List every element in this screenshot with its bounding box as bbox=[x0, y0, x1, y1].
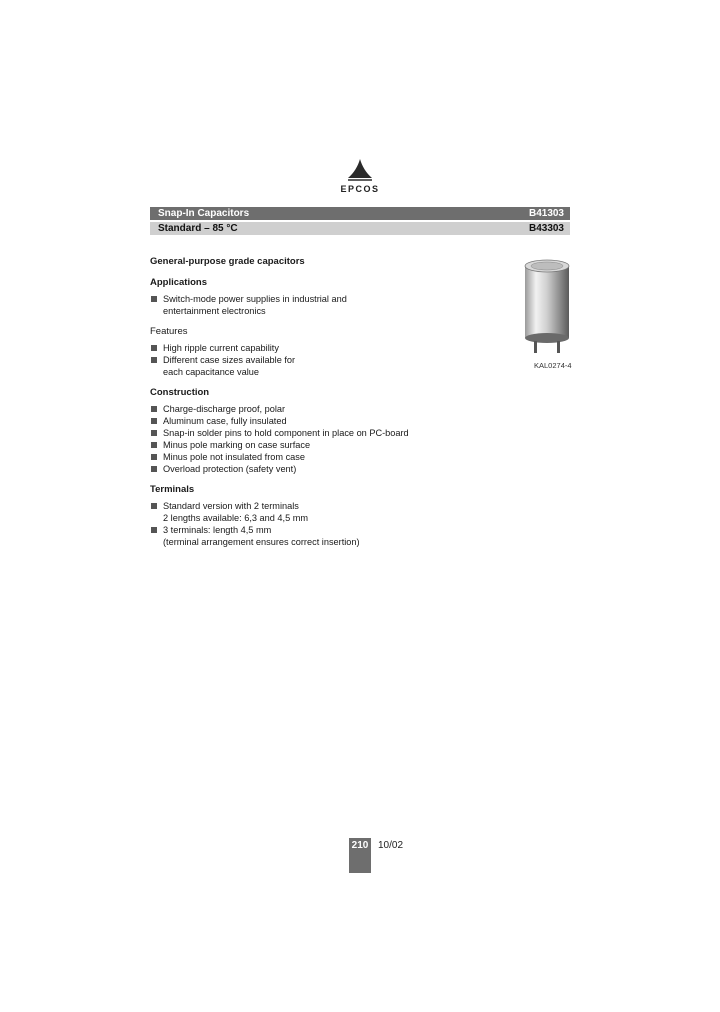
list-item bbox=[150, 403, 510, 415]
bullet-square-icon bbox=[151, 357, 157, 363]
bullet-square-icon bbox=[151, 345, 157, 351]
logo-text: EPCOS bbox=[340, 184, 380, 194]
bullet-square-icon bbox=[151, 466, 157, 472]
bullet-square-icon bbox=[151, 296, 157, 302]
datasheet-body bbox=[150, 256, 510, 557]
page-date: 10/02 bbox=[378, 840, 404, 851]
list-item-line: High ripple current capability bbox=[163, 343, 279, 353]
list-item-line: Different case sizes available for bbox=[163, 355, 296, 365]
terminals-list bbox=[150, 500, 510, 548]
list-item-line: 3 terminals: length 4,5 mm bbox=[163, 525, 272, 535]
list-item-line: Aluminum case, fully insulated bbox=[163, 416, 287, 426]
product-code: B41303 bbox=[528, 208, 564, 219]
capacitor-image bbox=[522, 258, 572, 368]
list-item-line: (terminal arrangement ensures correct insertion) bbox=[163, 537, 360, 547]
features-heading: Features bbox=[150, 326, 188, 337]
list-item bbox=[150, 463, 510, 475]
terminals-heading: Terminals bbox=[150, 484, 195, 495]
bullet-square-icon bbox=[151, 527, 157, 533]
list-item bbox=[150, 342, 510, 354]
applications-heading: Applications bbox=[150, 277, 208, 288]
list-item bbox=[150, 500, 510, 524]
list-item bbox=[150, 451, 510, 463]
list-item bbox=[150, 415, 510, 427]
features-list bbox=[150, 342, 510, 378]
list-item bbox=[150, 293, 510, 317]
list-item bbox=[150, 524, 510, 548]
product-title-bar bbox=[150, 207, 570, 220]
list-item bbox=[150, 439, 510, 451]
list-item-line: Overload protection (safety vent) bbox=[163, 464, 297, 474]
list-item-line: Minus pole marking on case surface bbox=[163, 440, 311, 450]
list-item bbox=[150, 354, 510, 378]
applications-list bbox=[150, 293, 510, 317]
bullet-square-icon bbox=[151, 406, 157, 412]
product-title: Snap-In Capacitors bbox=[158, 208, 250, 219]
list-item-line: Standard version with 2 terminals bbox=[163, 501, 299, 511]
page-heading: General-purpose grade capacitors bbox=[150, 256, 305, 267]
construction-heading: Construction bbox=[150, 387, 210, 398]
list-item-line: Snap-in solder pins to hold component in place on PC-board bbox=[163, 428, 409, 438]
product-subtitle-bar bbox=[150, 222, 570, 235]
page-number: 210 bbox=[349, 838, 371, 873]
product-code-alt: B43303 bbox=[528, 223, 564, 234]
bullet-square-icon bbox=[151, 454, 157, 460]
product-subtitle: Standard – 85 °C bbox=[158, 223, 238, 234]
list-item-line: Switch-mode power supplies in industrial and bbox=[163, 294, 347, 304]
construction-list bbox=[150, 403, 510, 475]
figure-label: KAL0274-4 bbox=[534, 361, 572, 370]
list-item-line: Minus pole not insulated from case bbox=[163, 452, 305, 462]
list-item-line: entertainment electronics bbox=[163, 306, 266, 316]
bullet-square-icon bbox=[151, 418, 157, 424]
list-item-line: Charge-discharge proof, polar bbox=[163, 404, 286, 414]
epcos-logo bbox=[330, 158, 390, 200]
list-item bbox=[150, 427, 510, 439]
bullet-square-icon bbox=[151, 503, 157, 509]
list-item-line: each capacitance value bbox=[163, 367, 260, 377]
bullet-square-icon bbox=[151, 430, 157, 436]
list-item-line: 2 lengths available: 6,3 and 4,5 mm bbox=[163, 513, 309, 523]
bullet-square-icon bbox=[151, 442, 157, 448]
epcos-triangle-icon bbox=[346, 158, 374, 182]
